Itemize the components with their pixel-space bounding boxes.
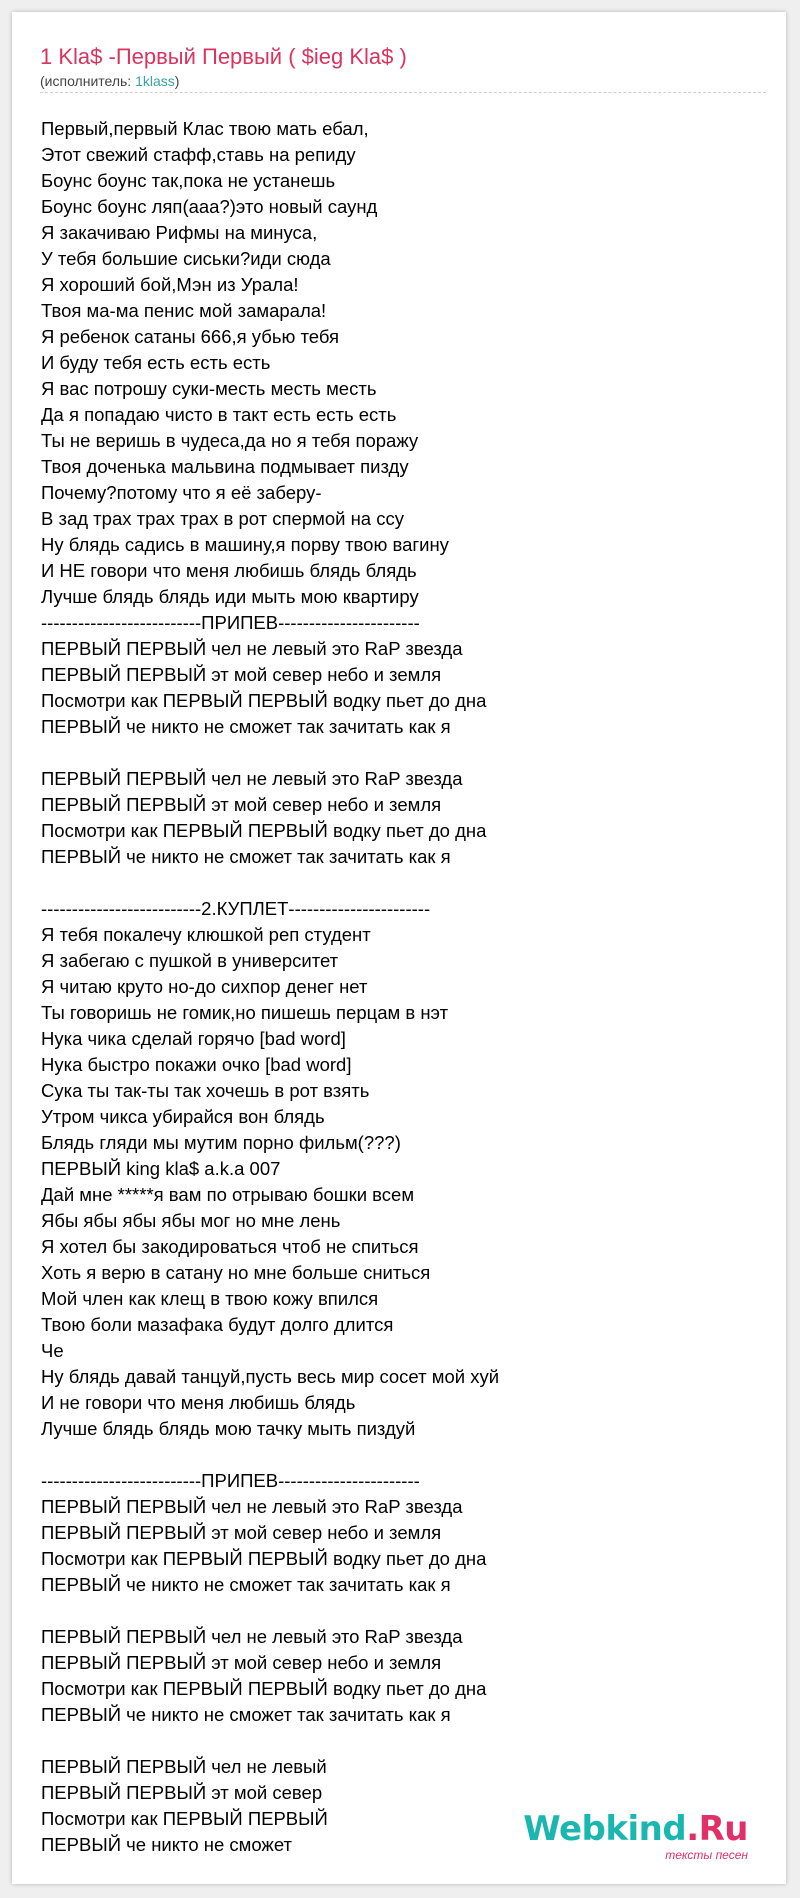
song-title: 1 Kla$ -Первый Первый ( $ieg Kla$ ) bbox=[40, 44, 407, 69]
site-logo[interactable] bbox=[523, 1809, 748, 1849]
site-tagline: тексты песен bbox=[665, 1848, 748, 1862]
artist-prefix: (исполнитель: bbox=[40, 73, 136, 89]
lyrics-text: Первый,первый Клас твою мать ебал, Этот свежий стафф,ставь на репиду Боунс боунс так,пока не устанешь Боунс боунс ляп(ааа?)это новый саунд Я закачиваю Рифмы на минуса, У тебя большие сиськи?иди сюда Я хороший бой,Мэн из Урала! Твоя ма-ма пенис мой замарала! Я ребенок сатаны 666,я убью тебя И буду тебя есть есть есть Я вас потрошу суки-месть месть месть Да я попадаю чисто в такт есть есть есть Ты не веришь в чудеса,да но я тебя поражу Твоя доченька мальвина подмывает пизду Почему?потому что я её заберу- В зад трах трах трах в рот спермой на ссу Ну блядь садись в машину,я порву твою вагину И НЕ говори что меня любишь блядь блядь Лучше блядь блядь иди мыть мою квартиру --------------------------ПРИПЕВ----------------------- ПЕРВЫЙ ПЕРВЫЙ чел не левый это RaP звезда ПЕРВЫЙ ПЕРВЫЙ эт мой север небо и земля Посмотри как ПЕРВЫЙ ПЕРВЫЙ водку пьет до дна ПЕРВЫЙ че никто не сможет так зачитать как я ПЕРВЫЙ ПЕРВЫЙ чел не левый это RaP звезда ПЕРВЫЙ ПЕРВЫЙ эт мой север небо и земля Посмотри как ПЕРВЫЙ ПЕРВЫЙ водку пьет до дна ПЕРВЫЙ че никто не сможет так зачитать как я --------------------------2.КУПЛЕТ----------------------- Я тебя покалечу клюшкой реп студент Я забегаю с пушкой в университет Я читаю круто но-до сихпор денег нет Ты говоришь не гомик,но пишешь перцам в нэт Нука чика сделай горячо [bad word] Нука быстро покажи очко [bad word] Сука ты так-ты так хочешь в рот взять Утром чикса убирайся вон блядь Блядь гляди мы мутим порно фильм(???) ПЕРВЫЙ king kla$ a.k.a 007 Дай мне *****я вам по отрываю бошки всем Ябы ябы ябы ябы мог но мне лень Я хотел бы закодироваться чтоб не спиться Хоть я верю в сатану но мне больше сниться Мой член как клещ в твою кожу впился Твою боли мазафака будут долго длится Че Ну блядь давай танцуй,пусть весь мир сосет мой хуй И не говори что меня любишь блядь Лучше блядь блядь мою тачку мыть пиздуй --------------------------ПРИПЕВ----------------------- ПЕРВЫЙ ПЕРВЫЙ чел не левый это RaP звезда ПЕРВЫЙ ПЕРВЫЙ эт мой север небо и земля Посмотри как ПЕРВЫЙ ПЕРВЫЙ водку пьет до дна ПЕРВЫЙ че никто не сможет так зачитать как я ПЕРВЫЙ ПЕРВЫЙ чел не левый это RaP звезда ПЕРВЫЙ ПЕРВЫЙ эт мой север небо и земля Посмотри как ПЕРВЫЙ ПЕРВЫЙ водку пьет до дна ПЕРВЫЙ че никто не сможет так зачитать как я ПЕРВЫЙ ПЕРВЫЙ чел не левый ПЕРВЫЙ ПЕРВЫЙ эт мой север Посмотри как ПЕРВЫЙ ПЕРВЫЙ ПЕРВЫЙ че никто не сможет bbox=[41, 118, 500, 1855]
artist-link[interactable]: 1klass bbox=[135, 73, 175, 89]
artist-byline bbox=[40, 73, 179, 89]
artist-suffix: ) bbox=[174, 73, 180, 89]
site-logo-tld: .Ru bbox=[686, 1809, 748, 1849]
header-divider bbox=[40, 92, 766, 93]
site-logo-name: Webkind bbox=[523, 1809, 687, 1849]
lyrics-card bbox=[12, 12, 786, 1884]
